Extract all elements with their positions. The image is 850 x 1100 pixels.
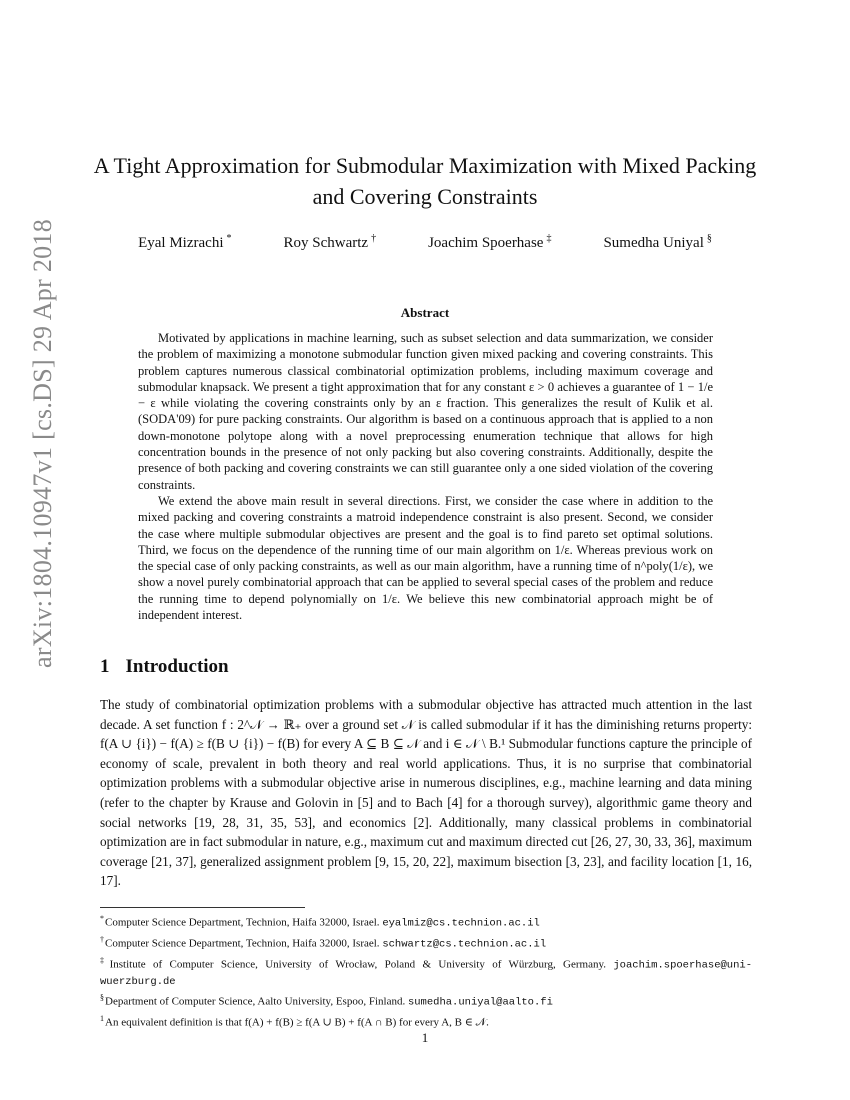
- author: Sumedha Uniyal §: [603, 233, 712, 251]
- section-heading: 1 Introduction: [100, 656, 229, 677]
- body-paragraph: The study of combinatorial optimization problems with a submodular objective has attracted much attention in the last decade. A set function f : 2^𝒩 → ℝ₊ over a ground set 𝒩 is called submodular if it has the diminishing returns property: f(A ∪ {i}) − f(A) ≥ f(B ∪ {i}) − f(B) for every A ⊆ B ⊆ 𝒩 and i ∈ 𝒩 \ B.¹ Submodular functions capture the principle of economy of scale, prevalent in both theory and real world applications. Thus, it is no surprise that combinatorial optimization problems with a submodular objective arise in numerous disciplines, e.g., machine learning and data mining (refer to the chapter by Krause and Golovin in [5] and to Bach [4] for a thorough survey), algorithmic game theory and social networks [19, 28, 31, 35, 53], and economics [2]. Additionally, many classical problems in combinatorial optimization are in fact submodular in nature, e.g., maximum cut and maximum directed cut [26, 27, 30, 33, 36], maximum coverage [21, 37], generalized assignment problem [9, 15, 20, 22], maximum bisection [3, 23], and facility location [1, 16, 17].: [100, 697, 752, 889]
- paper-title: A Tight Approximation for Submodular Maximization with Mixed Packing and Covering Constraints: [93, 153, 757, 209]
- author-list: [100, 233, 750, 252]
- author: Roy Schwartz †: [283, 233, 377, 251]
- arxiv-stamp: arXiv:1804.10947v1 [cs.DS] 29 Apr 2018: [28, 218, 57, 668]
- introduction-body: [100, 695, 752, 891]
- abstract-body: [138, 330, 713, 623]
- email-link[interactable]: joachim.spoerhase@uni-wuerzburg.de: [100, 959, 752, 988]
- page-number: 1: [421, 1030, 429, 1045]
- email-link[interactable]: eyalmiz@cs.technion.ac.il: [382, 917, 540, 930]
- footnote: $^1$An equivalent definition is that f(A) + f(B) ≥ f(A ∪ B) + f(A ∩ B) for every A, B ∈ 𝒩.: [100, 1013, 489, 1029]
- email-link[interactable]: sumedha.uniyal@aalto.fi: [407, 996, 553, 1009]
- email-link[interactable]: schwartz@cs.technion.ac.il: [382, 938, 547, 951]
- footnote: §Department of Computer Science, Aalto University, Espoo, Finland. sumedha.uniyal@aalto.fi: [100, 992, 553, 1009]
- footnote: †Computer Science Department, Technion, Haifa 32000, Israel. schwartz@cs.technion.ac.il: [100, 934, 547, 951]
- author: Joachim Spoerhase ‡: [428, 233, 552, 251]
- abstract-paragraph: We extend the above main result in several directions. First, we consider the case where in addition to the mixed packing and covering constraints a matroid independence constraint is also present. Second, we consider the case where multiple submodular objectives are present and the goal is to find pareto set optimal solutions. Third, we focus on the dependence of the running time of our main algorithm on 1/ε. Whereas previous work on the special case of only packing constraints, as well as our main algorithm, have a running time of n^poly(1/ε), we show a novel purely combinatorial approach that can be applied to several special cases of the problem and reduce the running time to depend polynomially on 1/ε. We believe this new combinatorial approach might be of independent interest.: [138, 493, 713, 623]
- footnotes: [100, 911, 752, 1031]
- abstract-paragraph: Motivated by applications in machine learning, such as subset selection and data summarization, we consider the problem of maximizing a monotone submodular function given mixed packing and covering constraints. This problem captures numerous classical combinatorial optimization problems, including maximum coverage and submodular knapsack. We present a tight approximation that for any constant ε > 0 achieves a guarantee of 1 − 1/e − ε while violating the covering constraints only by an ε fraction. This generalizes the result of Kulik et al. (SODA'09) for pure packing constraints. Our algorithm is based on a continuous approach that is applied to a non down-monotone polytope along with a novel preprocessing enumeration technique that allows for high concentration bounds in the presence of not only packing but also covering constraints. Additionally, despite the presence of both packing and covering constraints we can still guarantee only a one sided violation of the covering constraints.: [138, 331, 713, 492]
- footnote-rule: [100, 907, 305, 908]
- footnote: ‡Institute of Computer Science, University of Wrocław, Poland & University of Würzburg, Germany. joachim.spoerhase@uni-wuerzburg.de: [100, 955, 752, 988]
- abstract-heading: Abstract: [400, 305, 450, 320]
- footnote: *Computer Science Department, Technion, Haifa 32000, Israel. eyalmiz@cs.technion.ac.il: [100, 914, 540, 930]
- author: Eyal Mizrachi *: [138, 233, 232, 251]
